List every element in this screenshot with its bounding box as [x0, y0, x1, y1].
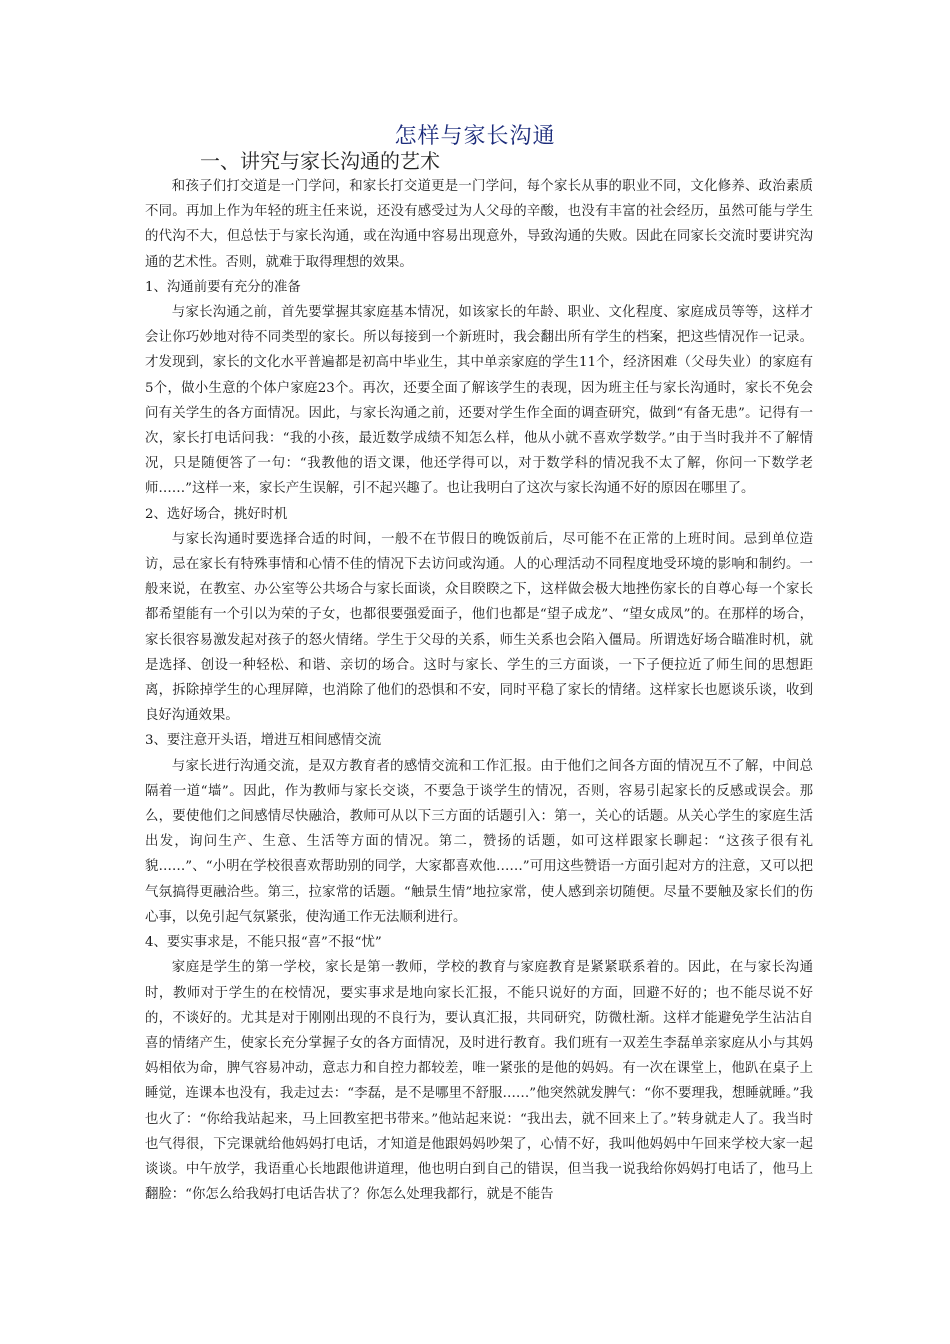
subheading-1: 1、沟通前要有充分的准备 — [145, 279, 301, 295]
subheading-3: 3、要注意开头语，增进互相间感情交流 — [145, 733, 382, 749]
paragraph-3: 与家长进行沟通交流，是双方教育者的感情交流和工作汇报。由于他们之间各方面的情况互不了解，中间总隔着一道“墙”。因此，作为教师与家长交谈，不要急于谈学生的情况，否则，容易引起家长的反感或误会。那么，要使他们之间感情尽快融洽，教师可从以下三方面的话题引入：第一，关心的话题。从关心学生的家庭生活出发，询问生产、生意、生活等方面的情况。第二，赞扬的话题，如可这样跟家长聊起：“这孩子很有礼貌……”、“小明在学校很喜欢帮助别的同学，大家都喜欢他……”可用这些赞语一方面引起对方的注意，又可以把气氛搞得更融洽些。第三，拉家常的话题。“触景生情”地拉家常，使人感到亲切随便。尽量不要触及家长们的伤心事，以免引起气氛紧张，使沟通工作无法顺利进行。 — [145, 758, 813, 925]
document-title: 怎样与家长沟通 — [394, 124, 556, 149]
intro-paragraph: 和孩子们打交道是一门学问，和家长打交道更是一门学问，每个家长从事的职业不同，文化修养、政治素质不同。再加上作为年轻的班主任来说，还没有感受过为人父母的辛酸，也没有丰富的社会经历，虽然可能与学生的代沟不大，但总怯于与家长沟通，或在沟通中容易出现意外，导致沟通的失败。因此在同家长交流时要讲究沟通的艺术性。否则，就难于取得理想的效果。 — [145, 179, 813, 270]
paragraph-2: 与家长沟通时要选择合适的时间，一般不在节假日的晚饭前后，尽可能不在正常的上班时间。忌到单位造访，忌在家长有特殊事情和心情不佳的情况下去访问或沟通。人的心理活动不同程度地受环境的影响和制约。一般来说，在教室、办公室等公共场合与家长面谈，众目睽睽之下，这样做会极大地挫伤家长的自尊心每一个家长都希望能有一个引以为荣的子女，也都很要强爱面子，他们也都是“望子成龙”、“望女成凤”的。在那样的场合，家长很容易激发起对孩子的怒火情绪。学生于父母的关系，师生关系也会陷入僵局。所谓选好场合瞄准时机，就是选择、创设一种轻松、和谐、亲切的场合。这时与家长、学生的三方面谈，一下子便拉近了师生间的思想距离，拆除掉学生的心理屏障，也消除了他们的恐惧和不安，同时平稳了家长的情绪。这样家长也愿谈乐谈，收到良好沟通效果。 — [145, 531, 813, 724]
document-body — [145, 174, 813, 1207]
section-heading: 一、讲究与家长沟通的艺术 — [200, 149, 440, 173]
paragraph-4: 家庭是学生的第一学校，家长是第一教师，学校的教育与家庭教育是紧紧联系着的。因此，在与家长沟通时，教师对于学生的在校情况，要实事求是地向家长汇报，不能只说好的方面，回避不好的；也不能尽说不好的，不谈好的。尤其是对于刚刚出现的不良行为，要认真汇报，共同研究，防微杜渐。这样才能避免学生沾沾自喜的情绪产生，使家长充分掌握子女的各方面情况，及时进行教育。我们班有一双差生李磊单亲家庭从小与其妈妈相依为命，脾气容易冲动，意志力和自控力都较差，唯一紧张的是他的妈妈。有一次在课堂上，他趴在桌子上睡觉，连课本也没有，我走过去：“李磊，是不是哪里不舒服……”他突然就发脾气：“你不要理我，想睡就睡。”我也火了：“你给我站起来，马上回教室把书带来。”他站起来说：“我出去，就不回来上了。”转身就走人了。我当时也气得很，下完课就给他妈妈打电话，才知道是他跟妈妈吵架了，心情不好，我叫他妈妈中午回来学校大家一起谈谈。中午放学，我语重心长地跟他讲道理，他也明白到自己的错误，但当我一说我给你妈妈打电话了，他马上翻脸：“你怎么给我妈打电话告状了？你怎么处理我都行，就是不能告 — [145, 960, 813, 1203]
paragraph-1: 与家长沟通之前，首先要掌握其家庭基本情况，如该家长的年龄、职业、文化程度、家庭成员等等，这样才会让你巧妙地对待不同类型的家长。所以每接到一个新班时，我会翻出所有学生的档案，把这些情况作一记录。才发现到，家长的文化水平普遍都是初高中毕业生，其中单亲家庭的学生11个，经济困难（父母失业）的家庭有5个，做小生意的个体户家庭23个。再次，还要全面了解该学生的表现，因为班主任与家长沟通时，家长不免会问有关学生的各方面情况。因此，与家长沟通之前，还要对学生作全面的调查研究，做到“有备无患”。记得有一次，家长打电话问我：“我的小孩，最近数学成绩不知怎么样，他从小就不喜欢学数学。”由于当时我并不了解情况，只是随便答了一句：“我教他的语文课，他还学得可以，对于数学科的情况我不太了解，你问一下数学老师……”这样一来，家长产生误解，引不起兴趣了。也让我明白了这次与家长沟通不好的原因在哪里了。 — [145, 305, 813, 497]
subheading-4: 4、要实事求是，不能只报“喜”不报“忧” — [145, 935, 382, 951]
subheading-2: 2、选好场合，挑好时机 — [145, 506, 288, 522]
